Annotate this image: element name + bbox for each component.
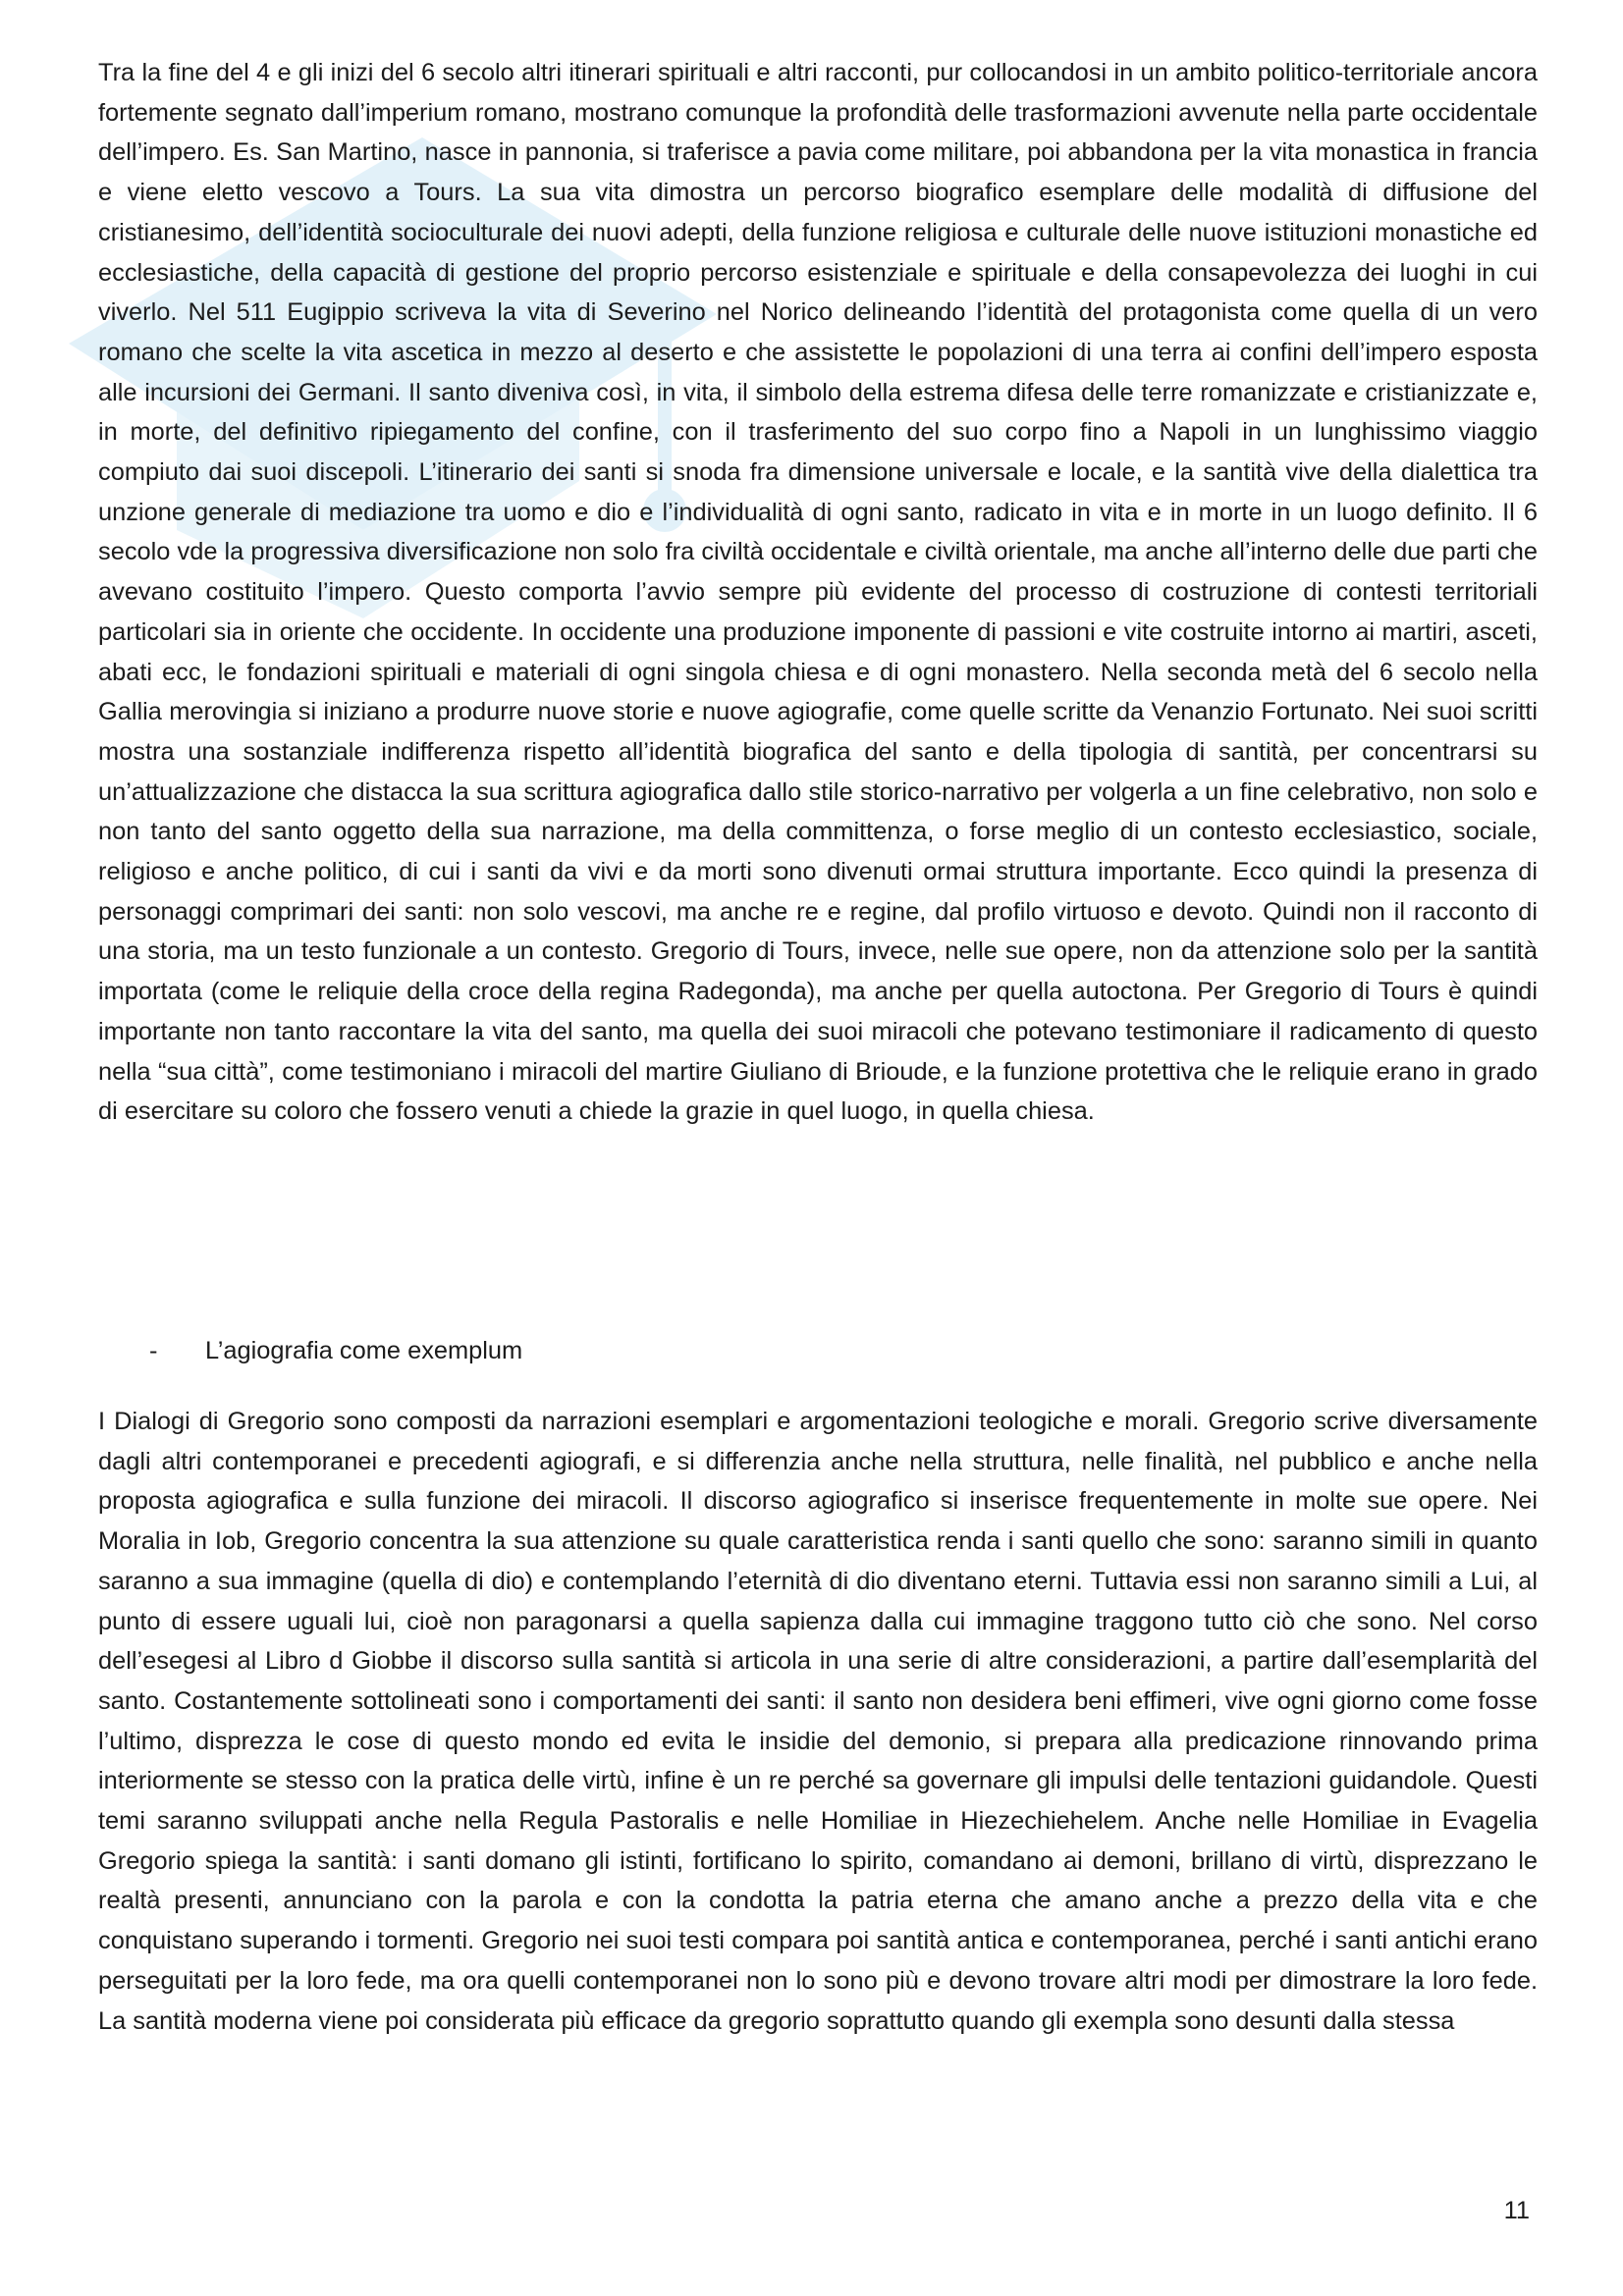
section-heading-row: [98, 1331, 1538, 1382]
section-heading: L’agiografia come exemplum: [205, 1337, 523, 1364]
document-page: [98, 53, 1538, 2041]
body-paragraph-2: I Dialogi di Gregorio sono composti da narrazioni esemplari e argomentazioni teologiche e morali. Gregorio scrive diversamente dagli altri contemporanei e precedenti agiografi, e si differenzia anche nella struttura, nelle finalità, nel pubblico e anche nella proposta agiografica e sulla funzione dei miracoli. Il discorso agiografico si inserisce frequentemente in molte sue opere. Nei Moralia in Iob, Gregorio concentra la sua attenzione su quale caratteristica renda i santi quello che sono: saranno simili in quanto saranno a sua immagine (quella di dio) e contemplando l’eternità di dio diventano eterni. Tuttavia essi non saranno simili a Lui, al punto di essere uguali lui, cioè non paragonarsi a quella sapienza dalla cui immagine traggono tutto ciò che sono. Nel corso dell’esegesi al Libro d Giobbe il discorso sulla santità si articola in una serie di altre considerazioni, a partire dall’esemplarità del santo. Costantemente sottolineati sono i comportamenti dei santi: il santo non desidera beni effimeri, vive ogni giorno come fosse l’ultimo, disprezza le cose di questo mondo ed evita le insidie del demonio, si prepara alla predicazione rinnovando prima interiormente se stesso con la pratica delle virtù, infine è un re perché sa governare gli impulsi delle tentazioni guidandole. Questi temi saranno sviluppati anche nella Regula Pastoralis e nelle Homiliae in Hiezechiehelem. Anche nelle Homiliae in Evagelia Gregorio spiega la santità: i santi domano gli istinti, fortificano lo spirito, comandano ai demoni, brillano di virtù, disprezzano le realtà presenti, annunciano con la parola e con la condotta la patria eterna che amano anche a prezzo della vita e che conquistano superando i tormenti. Gregorio nei suoi testi compara poi santità antica e contemporanea, perché i santi antichi erano perseguitati per la loro fede, ma ora quelli contemporanei non lo sono più e devono trovare altri modi per dimostrare la loro fede. La santità moderna viene poi considerata più efficace da gregorio soprattutto quando gli exempla sono desunti dalla stessa: [98, 1408, 1538, 2035]
body-paragraph-1: Tra la fine del 4 e gli inizi del 6 secolo altri itinerari spirituali e altri racconti, pur collocandosi in un ambito politico-territoriale ancora fortemente segnato dall’imperium romano, mostrano comunque la profondità delle trasformazioni avvenute nella parte occidentale dell’impero. Es. San Martino, nasce in pannonia, si traferisce a pavia come militare, poi abbandona per la vita monastica in francia e viene eletto vescovo a Tours. La sua vita dimostra un percorso biografico esemplare delle modalità di diffusione del cristianesimo, dell’identità socioculturale dei nuovi adepti, della funzione religiosa e culturale delle nuove istituzioni monastiche ed ecclesiastiche, della capacità di gestione del proprio percorso esistenziale e spirituale e della consapevolezza dei luoghi in cui viverlo. Nel 511 Eugippio scriveva la vita di Severino nel Norico delineando l’identità del protagonista come quella di un vero romano che scelte la vita ascetica in mezzo al deserto e che assistette le popolazioni di una terra ai confini dell’impero esposta alle incursioni dei Germani. Il santo diveniva così, in vita, il simbolo della estrema difesa delle terre romanizzate e cristianizzate e, in morte, del definitivo ripiegamento del confine, con il trasferimento del suo corpo fino a Napoli in un lunghissimo viaggio compiuto dai suoi discepoli. L’itinerario dei santi si snoda fra dimensione universale e locale, e la santità vive della dialettica tra unzione generale di mediazione tra uomo e dio e l’individualità di ogni santo, radicato in vita e in morte in un luogo definito. Il 6 secolo vde la progressiva diversificazione non solo fra civiltà occidentale e civiltà orientale, ma anche all’interno delle due parti che avevano costituito l’impero. Questo comporta l’avvio sempre più evidente del processo di costruzione di contesti territoriali particolari sia in oriente che occidente. In occidente una produzione imponente di passioni e vite costruite intorno ai martiri, asceti, abati ecc, le fondazioni spirituali e materiali di ogni singola chiesa e di ogni monastero. Nella seconda metà del 6 secolo nella Gallia merovingia si iniziano a produrre nuove storie e nuove agiografie, come quelle scritte da Venanzio Fortunato. Nei suoi scritti mostra una sostanziale indifferenza rispetto all’identità biografica del santo e della tipologia di santità, per concentrarsi su un’attualizzazione che distacca la sua scrittura agiografica dallo stile storico-narrativo per volgerla a un fine celebrativo, non solo e non tanto del santo oggetto della sua narrazione, ma della committenza, o forse meglio di un contesto ecclesiastico, sociale, religioso e anche politico, di cui i santi da vivi e da morti sono divenuti ormai struttura importante. Ecco quindi la presenza di personaggi comprimari dei santi: non solo vescovi, ma anche re e regine, dal profilo virtuoso e devoto. Quindi non il racconto di una storia, ma un testo funzionale a un contesto. Gregorio di Tours, invece, nelle sue opere, non da attenzione solo per la santità importata (come le reliquie della croce della regina Radegonda), ma anche per quella autoctona. Per Gregorio di Tours è quindi importante non tanto raccontare la vita del santo, ma quella dei suoi miracoli che potevano testimoniare il radicamento di questo nella “sua città”, come testimoniano i miracoli del martire Giuliano di Brioude, e la funzione protettiva che le reliquie erano in grado di esercitare su coloro che fossero venuti a chiede la grazie in quel luogo, in quella chiesa.: [98, 59, 1538, 1126]
list-dash: -: [149, 1337, 158, 1364]
page-number: 11: [1503, 2197, 1530, 2224]
